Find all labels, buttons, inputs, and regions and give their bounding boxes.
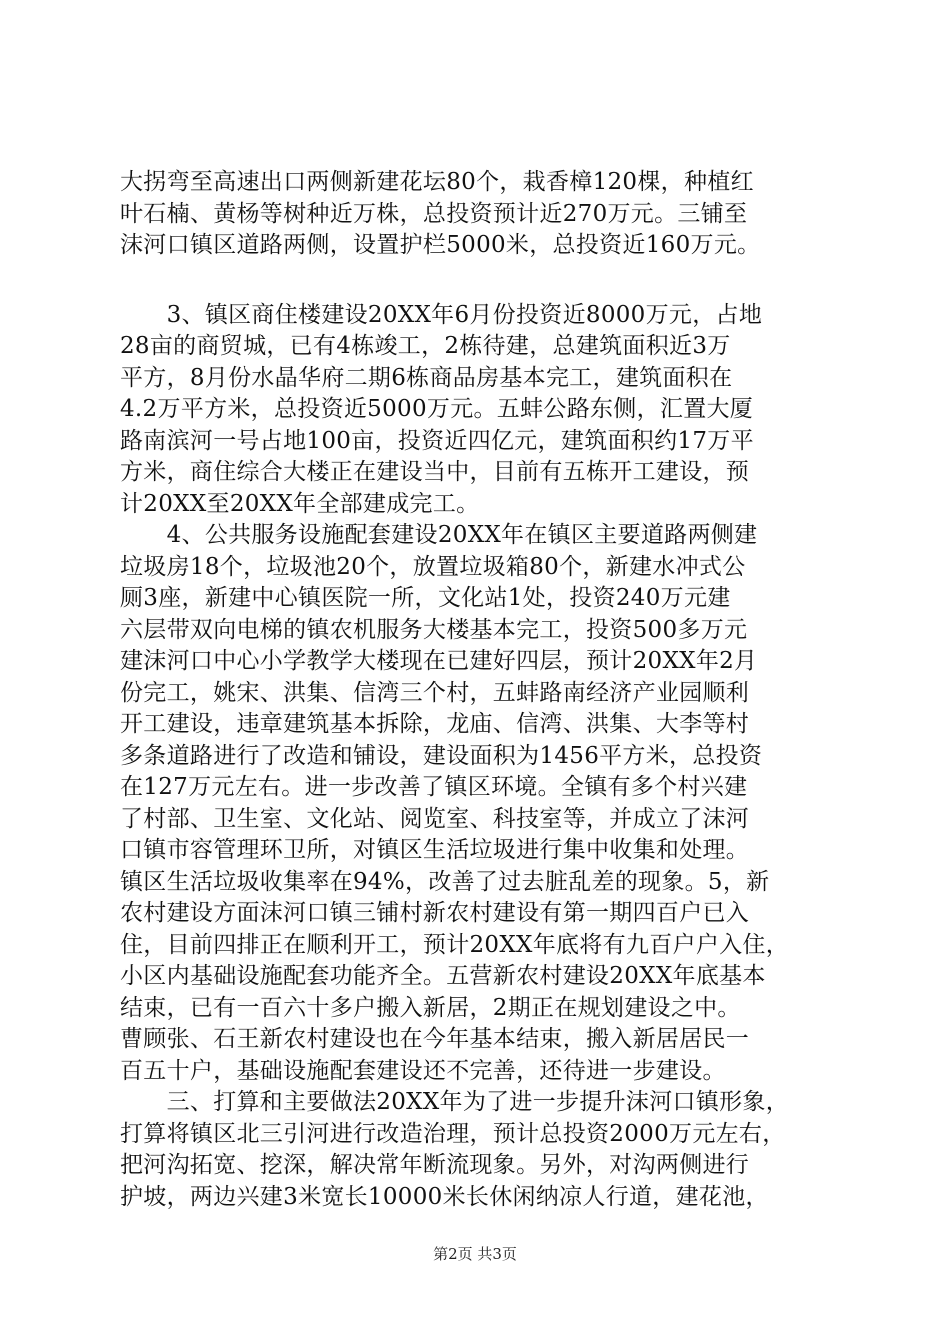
text-line: 六层带双向电梯的镇农机服务大楼基本完工，投资500多万元 — [120, 616, 748, 643]
text-line: 建沫河口中心小学教学大楼现在已建好四层，预计20XX年2月 — [120, 648, 758, 674]
text-line: 28亩的商贸城，已有4栋竣工，2栋待建，总建筑面积近3万 — [120, 333, 731, 359]
text-line: 结束，已有一百六十多户搬入新居，2期正在规划建设之中。 — [120, 994, 741, 1021]
text-line: 厕3座，新建中心镇医院一所，文化站1处，投资240万元建 — [120, 585, 731, 611]
text-line: 镇区生活垃圾收集率在94%，改善了过去脏乱差的现象。5，新 — [120, 868, 770, 895]
text-line: 了村部、卫生室、文化站、阅览室、科技室等，并成立了沫河 — [120, 805, 750, 832]
text-line: 三、打算和主要做法20XX年为了进一步提升沫河口镇形象， — [120, 1089, 790, 1115]
text-line: 小区内基础设施配套功能齐全。五营新农村建设20XX年底基本 — [120, 963, 766, 989]
text-line: 住，目前四排正在顺利开工，预计20XX年底将有九百户户入住， — [120, 931, 790, 958]
text-line: 3、镇区商住楼建设20XX年6月份投资近8000万元，占地 — [120, 301, 763, 328]
text-line: 多条道路进行了改造和铺设，建设面积为1456平方米，总投资 — [120, 742, 763, 769]
page-footer — [0, 1244, 950, 1264]
text-line: 开工建设，违章建筑基本拆除，龙庙、信湾、洪集、大李等村 — [120, 711, 750, 737]
document-body — [120, 167, 836, 1213]
text-line: 曹顾张、石王新农村建设也在今年基本结束，搬入新居居民一 — [120, 1026, 750, 1052]
text-line: 农村建设方面沫河口镇三铺村新农村建设有第一期四百户已入 — [120, 900, 750, 926]
paragraph-block-1 — [120, 167, 836, 262]
text-line: 把河沟拓宽、挖深，解决常年断流现象。另外，对沟两侧进行 — [120, 1152, 750, 1178]
text-line: 大拐弯至高速出口两侧新建花坛80个，栽香樟120棵，种植红 — [120, 169, 754, 195]
text-line: 在127万元左右。进一步改善了镇区环境。全镇有多个村兴建 — [120, 774, 748, 800]
text-line: 4.2万平方米，总投资近5000万元。五蚌公路东侧，汇置大厦 — [120, 396, 754, 422]
page-number-label: 第2页 共3页 — [433, 1245, 517, 1263]
text-line: 沫河口镇区道路两侧，设置护栏5000米，总投资近160万元。 — [120, 232, 761, 258]
text-line: 叶石楠、黄杨等树种近万株，总投资预计近270万元。三铺至 — [120, 200, 748, 227]
text-line: 百五十户，基础设施配套建设还不完善，还待进一步建设。 — [120, 1057, 726, 1084]
text-line: 打算将镇区北三引河进行改造治理，预计总投资2000万元左右， — [120, 1120, 786, 1147]
text-line: 口镇市容管理环卫所，对镇区生活垃圾进行集中收集和处理。 — [120, 837, 750, 863]
text-line: 计20XX至20XX年全部建成完工。 — [120, 490, 480, 517]
text-line: 4、公共服务设施配套建设20XX年在镇区主要道路两侧建 — [120, 522, 758, 548]
paragraph-gap — [120, 262, 836, 300]
paragraph-block-2 — [120, 300, 836, 1214]
text-line: 份完工，姚宋、洪集、信湾三个村，五蚌路南经济产业园顺利 — [120, 679, 750, 706]
text-line: 平方，8月份水晶华府二期6栋商品房基本完工，建筑面积在 — [120, 364, 733, 391]
text-line: 路南滨河一号占地100亩，投资近四亿元，建筑面积约17万平 — [120, 427, 754, 454]
text-line: 方米，商住综合大楼正在建设当中，目前有五栋开工建设，预 — [120, 459, 750, 485]
text-line: 垃圾房18个，垃圾池20个，放置垃圾箱80个，新建水冲式公 — [120, 553, 746, 580]
text-line: 护坡，两边兴建3米宽长10000米长休闲纳凉人行道，建花池， — [120, 1183, 769, 1210]
